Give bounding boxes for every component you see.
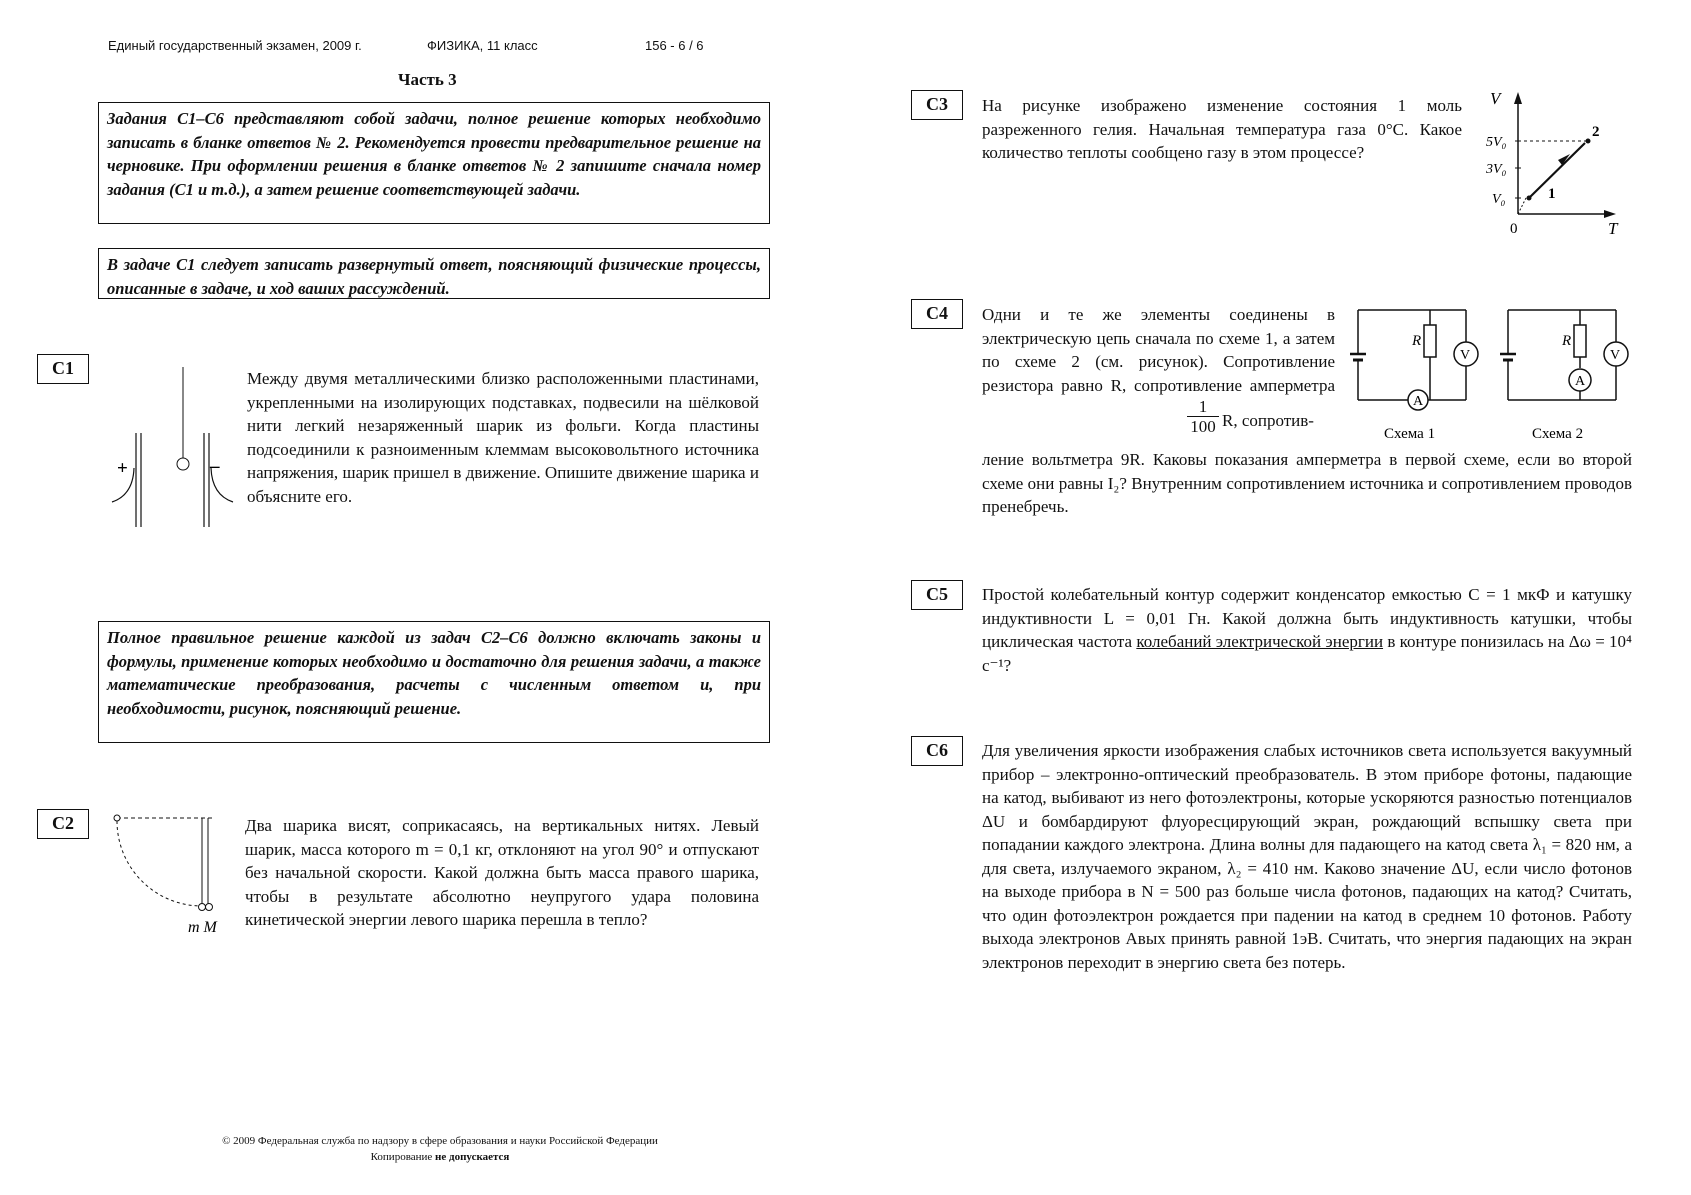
c4-scheme-1 bbox=[1350, 310, 1478, 442]
c3-t-axis-arrow bbox=[1604, 210, 1616, 218]
task-text-c1: Между двумя металлическими близко расположенными пластинами, укрепленными на изолирующих подставках, подвесили на шёлковой нити легкий незаряженный шарик из фольги. Когда пластины подсоединили к разноименным клеммам высоковольтного источника напряжения, шарик пришел в движение. Опишите движение шарика и объясните его. bbox=[247, 369, 759, 506]
svg-text:R: R bbox=[1562, 333, 1572, 349]
c4-fraction bbox=[1187, 397, 1219, 436]
c4-scheme-2-label: Схема 2 bbox=[1532, 426, 1584, 442]
c4-s1-resistor bbox=[1424, 325, 1436, 357]
c2-ball-m bbox=[199, 904, 206, 911]
c3-process-line bbox=[1529, 143, 1585, 198]
c3-point-2-label: 2 bbox=[1592, 124, 1600, 140]
svg-text:V: V bbox=[1460, 348, 1471, 363]
task-text-c5-a: Простой колебательный контур содержит конденсатор емкостью C = 1 мкФ и катушку индуктивности L = 0,01 Гн. Какой должна быть индуктивность катушки, чтобы циклическая частота bbox=[982, 585, 1632, 651]
header-page: 156 - 6 / 6 bbox=[645, 38, 704, 53]
c4-circuit-diagrams bbox=[1350, 300, 1640, 445]
svg-text:A: A bbox=[1413, 394, 1424, 409]
c3-v0-label: V₀ bbox=[1492, 192, 1506, 207]
c4-fraction-num: 1 bbox=[1187, 397, 1219, 417]
svg-text:V: V bbox=[1610, 348, 1621, 363]
task-label-c1: С1 bbox=[37, 354, 89, 384]
footer-copyright: © 2009 Федеральная служба по надзору в сфере образования и науки Российской Федерации bbox=[222, 1135, 658, 1147]
c1-figure bbox=[100, 360, 230, 530]
task-text-c3: На рисунке изображено изменение состояния 1 моль разреженного гелия. Начальная температура газа 0°С. Какое количество теплоты сообщено газу в этом процессе? bbox=[982, 96, 1462, 162]
instruction-box-2: В задаче С1 следует записать развернутый ответ, поясняющий физические процессы, описанные в задаче, и ход ваших рассуждений. bbox=[98, 248, 770, 299]
c2-trajectory-arc bbox=[117, 821, 201, 906]
c3-graph bbox=[1478, 90, 1618, 240]
c2-deflected-ball bbox=[114, 815, 120, 821]
c2-mass-labels: m M bbox=[188, 919, 217, 936]
c4-scheme-1-label: Схема 1 bbox=[1384, 426, 1436, 442]
task-text-c5-underlined: колебаний электрической энергии bbox=[1136, 632, 1384, 651]
part-title: Часть 3 bbox=[398, 70, 457, 89]
c1-foil-ball bbox=[177, 458, 189, 470]
c2-ball-big-m bbox=[206, 904, 213, 911]
c3-dashed-origin bbox=[1518, 198, 1526, 214]
task-label-c3: С3 bbox=[911, 90, 963, 120]
footer bbox=[150, 1133, 730, 1165]
task-text-c4-c: ление вольтметра 9R. Каковы показания амперметра в первой схеме, если во второй схеме они равны I₂? Внутренним сопротивлением источника и сопротивлением проводов пренебречь. bbox=[982, 450, 1632, 516]
task-text-c4-b: R, сопротив- bbox=[1222, 411, 1314, 430]
c4-s2-resistor bbox=[1574, 325, 1586, 357]
svg-text:R: R bbox=[1412, 333, 1422, 349]
c3-t-label: T bbox=[1608, 219, 1618, 238]
svg-text:A: A bbox=[1575, 374, 1586, 389]
task-text-c5-b: в контуре понизилась на Δω = 10⁴ с⁻¹? bbox=[982, 632, 1632, 675]
c1-plus-sign: + bbox=[117, 458, 128, 479]
c3-point-2-dot bbox=[1586, 139, 1591, 144]
footer-copy-prefix: Копирование bbox=[370, 1151, 436, 1163]
c3-origin-label: 0 bbox=[1510, 221, 1518, 237]
task-label-c6: С6 bbox=[911, 736, 963, 766]
c3-v-label: V bbox=[1490, 89, 1501, 108]
c4-fraction-den: 100 bbox=[1190, 417, 1216, 436]
task-text-c2: Два шарика висят, соприкасаясь, на вертикальных нитях. Левый шарик, масса которого m = 0,1 кг, отклоняют на угол 90° и отпускают без начальной скорости. Какой должна быть масса правого шарика, чтобы в результате абсолютно неупругого удара половина кинетической энергии левого шарика перешла в тепло? bbox=[245, 816, 759, 929]
task-text-c4-a: Одни и те же элементы соединены в электрическую цепь сначала по схеме 1, а затем по схеме 2 (см. рисунок). Сопротивление резистора равно R, сопротивление амперметра bbox=[982, 305, 1335, 395]
task-text-c5 bbox=[982, 583, 1632, 677]
instruction-box-3: Полное правильное решение каждой из задач С2–С6 должно включать законы и формулы, применение которых необходимо и достаточно для решения задачи, а также математические преобразования, расчеты с численным ответом и, при необходимости, рисунок, поясняющий решение. bbox=[98, 621, 770, 743]
task-label-c2: С2 bbox=[37, 809, 89, 839]
task-text-c6: Для увеличения яркости изображения слабых источников света используется вакуумный прибор – электронно-оптический преобразователь. В этом приборе фотоны, падающие на катод, выбивают из него фотоэлектроны, которые ускоряются разностью потенциалов ΔU и бомбардируют флуоресцирующий экран, рождающий вспышку света при попадании каждого электрона. Длина волны для падающего на катод света λ₁ = 820 нм, а для света, излучаемого экраном, λ₂ = 410 нм. Каково значение ΔU, если число фотонов на выходе прибора в N = 500 раз больше числа фотонов, падающих на катод? Считать, что один фотоэлектрон рождается при падении на катод в среднем 10 фотонов. Работу выхода электронов Aвых принять равной 1эВ. Считать, что энергия падающих на экран электронов переходит в энергию света без потерь. bbox=[982, 741, 1632, 972]
instruction-box-1: Задания С1–С6 представляют собой задачи, полное решение которых необходимо записать в бланке ответов № 2. Рекомендуется провести предварительное решение на черновике. При оформлении решения в бланке ответов № 2 запишите сначала номер задания (С1 и т.д.), а затем решение соответствующей задачи. bbox=[98, 102, 770, 224]
c1-minus-sign: – bbox=[210, 456, 220, 477]
task-label-c5: С5 bbox=[911, 580, 963, 610]
c3-v-axis-arrow bbox=[1514, 92, 1522, 104]
c3-point-1-dot bbox=[1527, 196, 1532, 201]
header-subject: ФИЗИКА, 11 класс bbox=[427, 38, 538, 53]
c3-5v-label: 5V₀ bbox=[1486, 135, 1507, 150]
header-exam: Единый государственный экзамен, 2009 г. bbox=[108, 38, 362, 53]
c3-3v-label: 3V₀ bbox=[1486, 162, 1507, 177]
c3-point-1-label: 1 bbox=[1548, 186, 1556, 202]
task-label-c4: С4 bbox=[911, 299, 963, 329]
c2-figure bbox=[105, 808, 235, 938]
c4-scheme-2 bbox=[1500, 310, 1628, 442]
footer-copy-notice bbox=[150, 1149, 730, 1165]
footer-copy-bold: не допускается bbox=[435, 1151, 510, 1163]
